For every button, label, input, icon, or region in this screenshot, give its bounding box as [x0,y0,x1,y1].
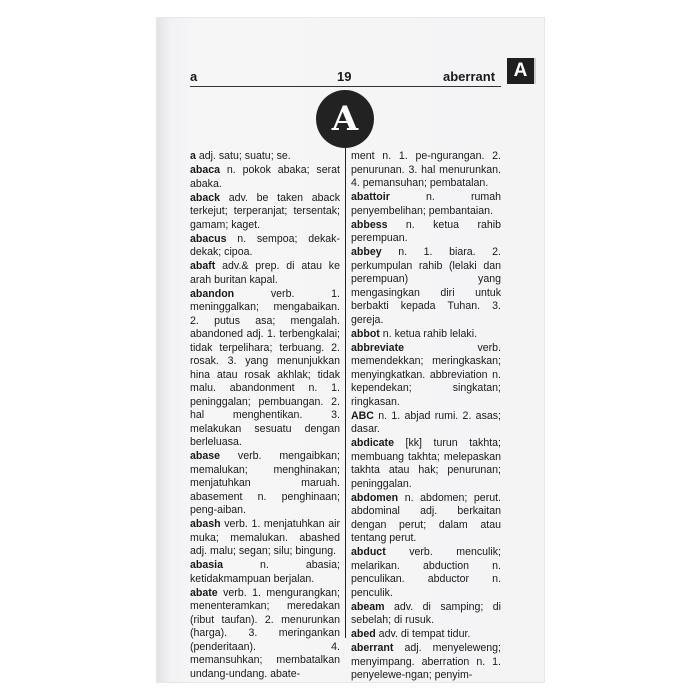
dictionary-entry [351,342,501,410]
dictionary-entry [190,450,340,518]
right-guide-word: aberrant [443,69,496,84]
entry-definition: n. 1. abjad rumi. 2. asas; dasar. [351,409,501,435]
entry-headword: abaca [190,164,221,176]
entry-definition: n. ketua rahib lelaki. [379,327,478,340]
entry-headword: abdicate [351,437,394,449]
entry-headword: abed [351,628,376,640]
dictionary-entry [190,150,340,164]
column-divider [345,148,346,638]
entry-definition: n. rumah penyembelihan; pembantaian. [351,191,501,217]
entry-definition: adv. di tempat tidur. [375,628,471,640]
entry-headword: abduct [351,546,386,558]
dictionary-entry [190,288,340,450]
dictionary-entry [351,492,501,546]
entry-definition: n. pokok abaka; serat abaka. [190,164,340,190]
dictionary-entry [351,546,501,600]
entry-headword: abase [190,450,221,462]
entry-headword: abash [190,518,221,530]
dictionary-entry [351,328,501,342]
entry-definition: n. sempoa; dekak-dekak; cipoa. [190,232,340,258]
dictionary-entry [190,559,340,586]
dictionary-entry [190,164,340,191]
entry-definition: n. abdomen; perut. abdominal adj. berkaitan dengan perut; dalam atau tentang perut. [351,491,501,544]
entry-headword: a [190,150,196,162]
entry-definition: adj. menyeleweng; menyimpang. aberration n. 1. penyelewe-ngan; penyim- [351,642,501,681]
dictionary-entry [351,601,501,628]
entry-definition: n. ketua rahib perempuan. [351,218,501,244]
entry-headword: abasia [190,559,223,571]
entry-definition: verb. 1. meninggalkan; mengabaikan. 2. putus asa; mengalah. abandoned adj. 1. terbengkalai; tidak terpelihara; terbuang. 2. rosak. 3. yang menunjukkan hina atau rosak akhlak; tidak malu. abandonment n. 1. peninggalan; pembuangan. 2. hal menghentikan. 3. melakukan sesuatu dengan berleluasa. [190,287,340,448]
thumb-index-tab: A [507,58,534,84]
entry-definition: verb. menculik; melarikan. abduction n. penculikan. abductor n. penculik. [351,546,501,599]
thumb-tab-edge [534,58,536,84]
entry-headword: abbreviate [351,341,404,354]
entry-headword: abacus [190,232,227,245]
entry-definition: ment n. 1. pe-ngurangan. 2. penurunan. 3. hal menurunkan. 4. pemansuhan; pembatalan. [351,150,501,189]
entry-definition: adv. di samping; di sebelah; di rusuk. [351,600,501,626]
dictionary-entry [190,518,340,559]
entry-definition: adj. satu; suatu; se. [195,150,291,162]
entry-headword: abbess [351,218,388,231]
entry-headword: abate [190,586,218,599]
left-column [190,150,340,682]
entry-headword: abaft [190,260,216,272]
entry-headword: abbot [351,327,380,340]
dictionary-entry [351,628,501,642]
dictionary-entry [351,410,501,437]
entry-headword: abbey [351,246,382,258]
entry-headword: abandon [190,287,235,300]
entry-definition: adv. be taken aback terkejut; terperanjat; tersentak; gamam; kaget. [190,191,340,231]
dictionary-entry [190,260,340,287]
entry-headword: aberrant [351,642,394,654]
entry-headword: abattoir [351,191,390,203]
entry-definition: verb. memendekkan; meringkaskan; menyingkatkan. abbreviation n. kependekan; singkatan; ringkasan. [351,341,501,408]
entry-definition: n. 1. biara. 2. perkumpulan rahib (lelaki dan perempuan) yang mengasingkan diri untuk berbakti kepada Tuhan. 3. gereja. [351,246,501,326]
left-guide-word: a [190,69,198,84]
dictionary-entry [351,150,501,191]
dictionary-entry [190,233,340,260]
dictionary-entry [351,642,501,683]
dictionary-entry [351,219,501,246]
dictionary-entry [351,437,501,491]
header-rule [190,86,501,87]
dictionary-entry [351,191,501,218]
entry-definition: verb. mengaibkan; memalukan; menghinakan; menjatuhkan maruah. abasement n. penghinaan; peng-aiban. [190,450,340,516]
entry-headword: aback [190,191,221,204]
entry-definition: n. abasia; ketidakmampuan berjalan. [190,559,340,585]
entry-definition: adv.& prep. di atau ke arah buritan kapal. [190,260,340,286]
entry-definition: [kk] turun takhta; membuang takhta; melepaskan takhta atau hak; penurunan; peninggalan. [351,437,501,490]
dictionary-entry [351,246,501,327]
entry-headword: abdomen [351,491,399,504]
section-letter-badge: A [316,90,374,148]
page-number: 19 [337,69,352,84]
entry-headword: abeam [351,600,385,613]
right-column [351,150,501,683]
dictionary-entry [190,587,340,682]
entry-headword: ABC [351,409,374,422]
entry-definition: verb. 1. mengurangkan; menenteramkan; meredakan (ribut taufan). 2. menurunkan (harga). 3. meringankan (penderitaan). 4. memansuhkan; membatalkan undang-undang. abate- [190,586,340,680]
entry-definition: verb. 1. menjatuhkan air muka; memalukan. abashed adj. malu; segan; silu; bingung. [190,518,340,557]
dictionary-entry [190,192,340,233]
